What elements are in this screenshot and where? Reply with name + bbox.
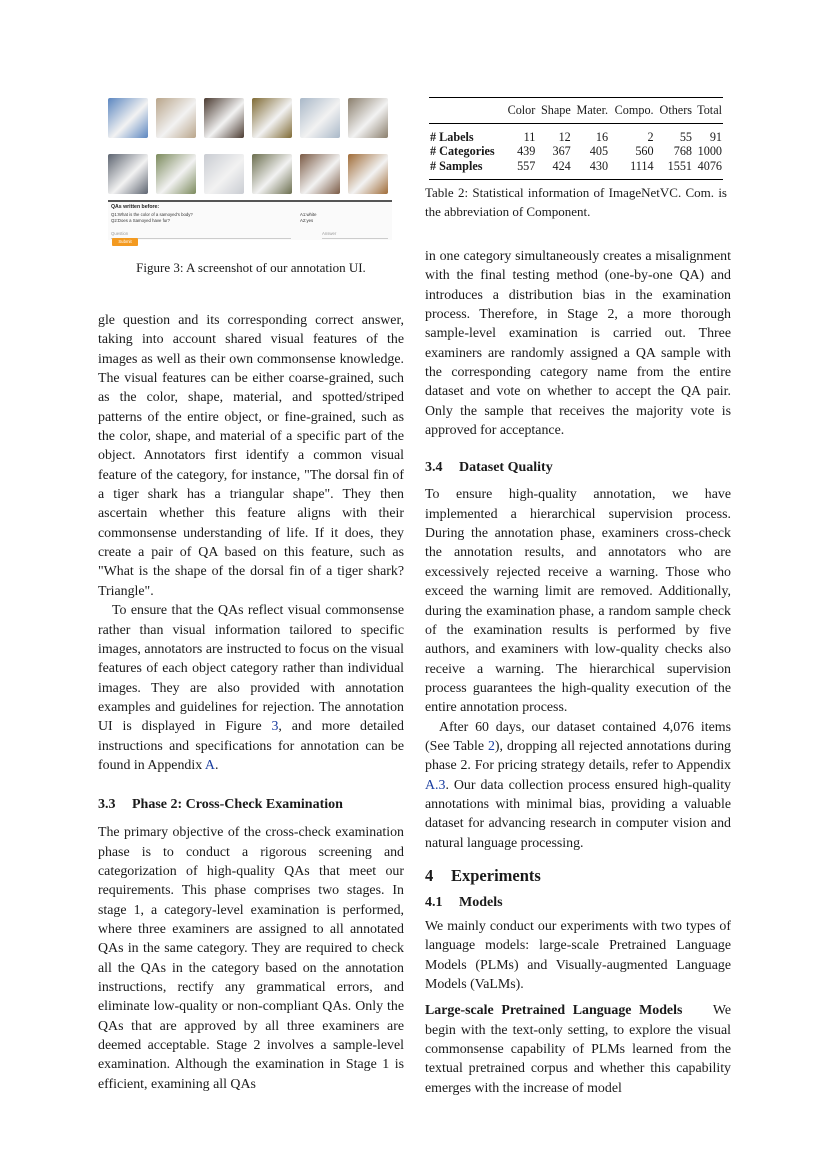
- paragraph: To ensure high-quality annotation, we have implemented a hierarchical supervision process. During the annotation phase, examiners cross-check the annotation results, and annotators who are excessively rejected receive a warning. Those who exceed the warning limit are removed. Additionally, during the examination phase, a random sample check of the examination results is performed by five authors, and examiners with low-quality checks also receive a warning. The hierarchical supervision process guarantees the high-quality execution of the entire annotation process.: [425, 487, 731, 716]
- section-title: Experiments: [451, 865, 541, 885]
- row-label: # Categories: [430, 144, 495, 159]
- figure-3: [108, 98, 392, 248]
- appendix-ref-link[interactable]: A.3: [425, 777, 446, 793]
- table-cell: 768: [673, 144, 693, 159]
- image-thumbnail: [348, 154, 388, 194]
- paragraph: gle question and its corresponding correct answer, taking into account shared visual features of the images as well as their own commonsense knowledge. The visual features can be either coarse-grained, such as the color, shape, material, and spotted/striped patterns of the entire object, or fine-grained, such as the color, shape, and material of a specific part of the object. Annotators first identify a common visual feature of the category, for instance, "The dorsal fin of a tiger shark has a triangular shape". They then ascertain whether this feature aligns with their commonsense understanding of life. If it does, they create a pair of QA based on this feature, such as "What is the shape of the dorsal fin of a tiger shark? Triangle".: [98, 313, 404, 599]
- figure-ref-link[interactable]: 3: [271, 719, 279, 735]
- table-header-row: [429, 98, 723, 124]
- table-row: [429, 144, 723, 158]
- table-cell: 424: [552, 158, 571, 173]
- column-header: [429, 98, 503, 124]
- paragraph: We mainly conduct our experiments with two types of language models: large-scale Pretrained Language Models (PLMs) and Visually-augmented Language Models (VaLMs).: [425, 918, 731, 992]
- table-cell: 2: [647, 130, 654, 145]
- section-number: 3.3: [98, 797, 116, 813]
- section-title: Phase 2: Cross-Check Examination: [132, 797, 343, 813]
- image-thumbnail: [252, 154, 292, 194]
- text-span: ), dropping all rejected annotations during phase 2. For pricing strategy details, refer to Appendix: [425, 738, 732, 774]
- paragraph: in one category simultaneously creates a misalignment with the final testing method (one-by-one QA) and introduces a distribution bias in the examination process. Therefore, in Stage 2, a more thorough sample-level examination is carried out. Three examiners are randomly assigned a QA sample with the corresponding category name from the entire dataset and vote on whether to accept the QA pair. Only the sample that receives the majority vote is approved for acceptance.: [425, 249, 731, 439]
- qa-panel-title: QAs written before:: [111, 204, 160, 210]
- column-header: Color: [503, 98, 536, 124]
- image-row-1: [108, 98, 392, 138]
- table-cell: 4076: [697, 158, 722, 173]
- section-title: Models: [459, 894, 503, 910]
- question-input[interactable]: Question: [111, 231, 291, 239]
- text-span: To ensure that the QAs reflect visual commonsense rather than visual information tailored to specific images, annotators are instructed to focus on the visual features of each object category rather than individual images. They are also provided with annotation examples and guidelines for rejection. The annotation UI is displayed in Figure: [98, 603, 404, 735]
- table-cell: 1114: [630, 158, 654, 173]
- section-heading: [425, 458, 731, 477]
- table-cell: 367: [552, 144, 571, 159]
- image-thumbnail: [348, 98, 388, 138]
- paragraph: [425, 718, 731, 853]
- answer-input[interactable]: Answer: [322, 231, 388, 239]
- table-cell: 1000: [697, 144, 722, 159]
- qa-answer: A2:yes: [300, 218, 314, 223]
- text-span: .: [214, 757, 219, 773]
- column-header: Mater.: [572, 98, 609, 124]
- table-cell: 430: [589, 158, 609, 173]
- stats-table: [429, 97, 723, 180]
- column-header: Total: [693, 98, 723, 124]
- image-thumbnail: [300, 98, 340, 138]
- image-thumbnail: [300, 154, 340, 194]
- row-label: # Samples: [430, 158, 483, 173]
- left-column: [98, 311, 404, 1094]
- table-cell: 91: [709, 130, 722, 145]
- subsection-heading: [425, 893, 731, 912]
- qa-answer: A1:white: [300, 212, 317, 217]
- paragraph: [425, 1001, 731, 1098]
- row-label: # Labels: [430, 130, 474, 145]
- submit-button[interactable]: Submit: [112, 238, 138, 246]
- text-span: We begin with the text-only setting, to explore the visual commonsense capability of PLMs learned from the textual pretrained corpus and whether this capability emerges with the increase of model: [425, 1003, 731, 1096]
- qa-panel: [108, 200, 392, 240]
- image-row-2: [108, 154, 392, 194]
- image-thumbnail: [204, 154, 244, 194]
- paragraph-heading: Large-scale Pretrained Language Models: [425, 1003, 683, 1019]
- section-title: Dataset Quality: [459, 460, 553, 476]
- column-header: Others: [655, 98, 693, 124]
- table-row: [429, 159, 723, 180]
- appendix-ref-link[interactable]: A: [204, 757, 215, 773]
- table-ref-link[interactable]: 2: [487, 738, 495, 754]
- qa-question: Q2:Does a Samoyed have fur?: [111, 218, 170, 223]
- text-span: . Our data collection process ensured high-quality annotations with minimal bias, providing a valuable dataset for advancing research in computer vision and natural language processing.: [425, 777, 731, 851]
- table-cell: 557: [517, 158, 536, 173]
- text-span: , and more detailed instructions and specifications for annotation can be found in Appendix: [98, 719, 404, 773]
- image-thumbnail: [156, 154, 196, 194]
- qa-question: Q1:What is the color of a samoyed's body?: [111, 212, 193, 217]
- paragraph: [98, 601, 404, 775]
- column-header: Compo.: [609, 98, 655, 124]
- figure-caption: Figure 3: A screenshot of our annotation UI.: [136, 260, 366, 275]
- table-2: [429, 97, 723, 180]
- column-header: Shape: [536, 98, 571, 124]
- table-row: [429, 124, 723, 145]
- table-cell: 11: [523, 130, 536, 145]
- table-cell: 12: [558, 130, 571, 145]
- text-span: After 60 days, our dataset contained 4,076 items (See Table: [425, 719, 731, 754]
- right-column: [425, 247, 731, 1098]
- paragraph: The primary objective of the cross-check examination phase is to conduct a rigorous screening and categorization of high-quality QAs that meet our requirements. This phase comprises two stages. In stage 1, a category-level examination is performed, where three examiners are assigned to all annotated QAs in the same category. They are required to check all the QAs in the category based on the annotation instructions, rectify any grammatical errors, and eliminate low-quality or non-compliant QAs. Only the QAs that are approved by all three examiners are deemed acceptable. Stage 2 involves a sample-level examination. Although the examination in Stage 1 is efficient, examining all QAs: [98, 825, 404, 1092]
- table-cell: 560: [635, 144, 654, 159]
- section-number: 4: [425, 865, 434, 885]
- table-cell: 439: [517, 144, 536, 159]
- section-number: 3.4: [425, 460, 443, 476]
- section-heading: [425, 865, 731, 887]
- image-thumbnail: [108, 98, 148, 138]
- image-thumbnail: [156, 98, 196, 138]
- image-thumbnail: [252, 98, 292, 138]
- table-caption: Table 2: Statistical information of ImageNetVC. Com. is the abbreviation of Component.: [425, 185, 727, 219]
- table-cell: 55: [679, 130, 693, 145]
- image-thumbnail: [204, 98, 244, 138]
- section-heading: [98, 795, 404, 814]
- table-cell: 405: [589, 144, 609, 159]
- section-number: 4.1: [425, 894, 443, 910]
- table-cell: 1551: [667, 158, 693, 173]
- image-thumbnail: [108, 154, 148, 194]
- table-cell: 16: [595, 130, 609, 145]
